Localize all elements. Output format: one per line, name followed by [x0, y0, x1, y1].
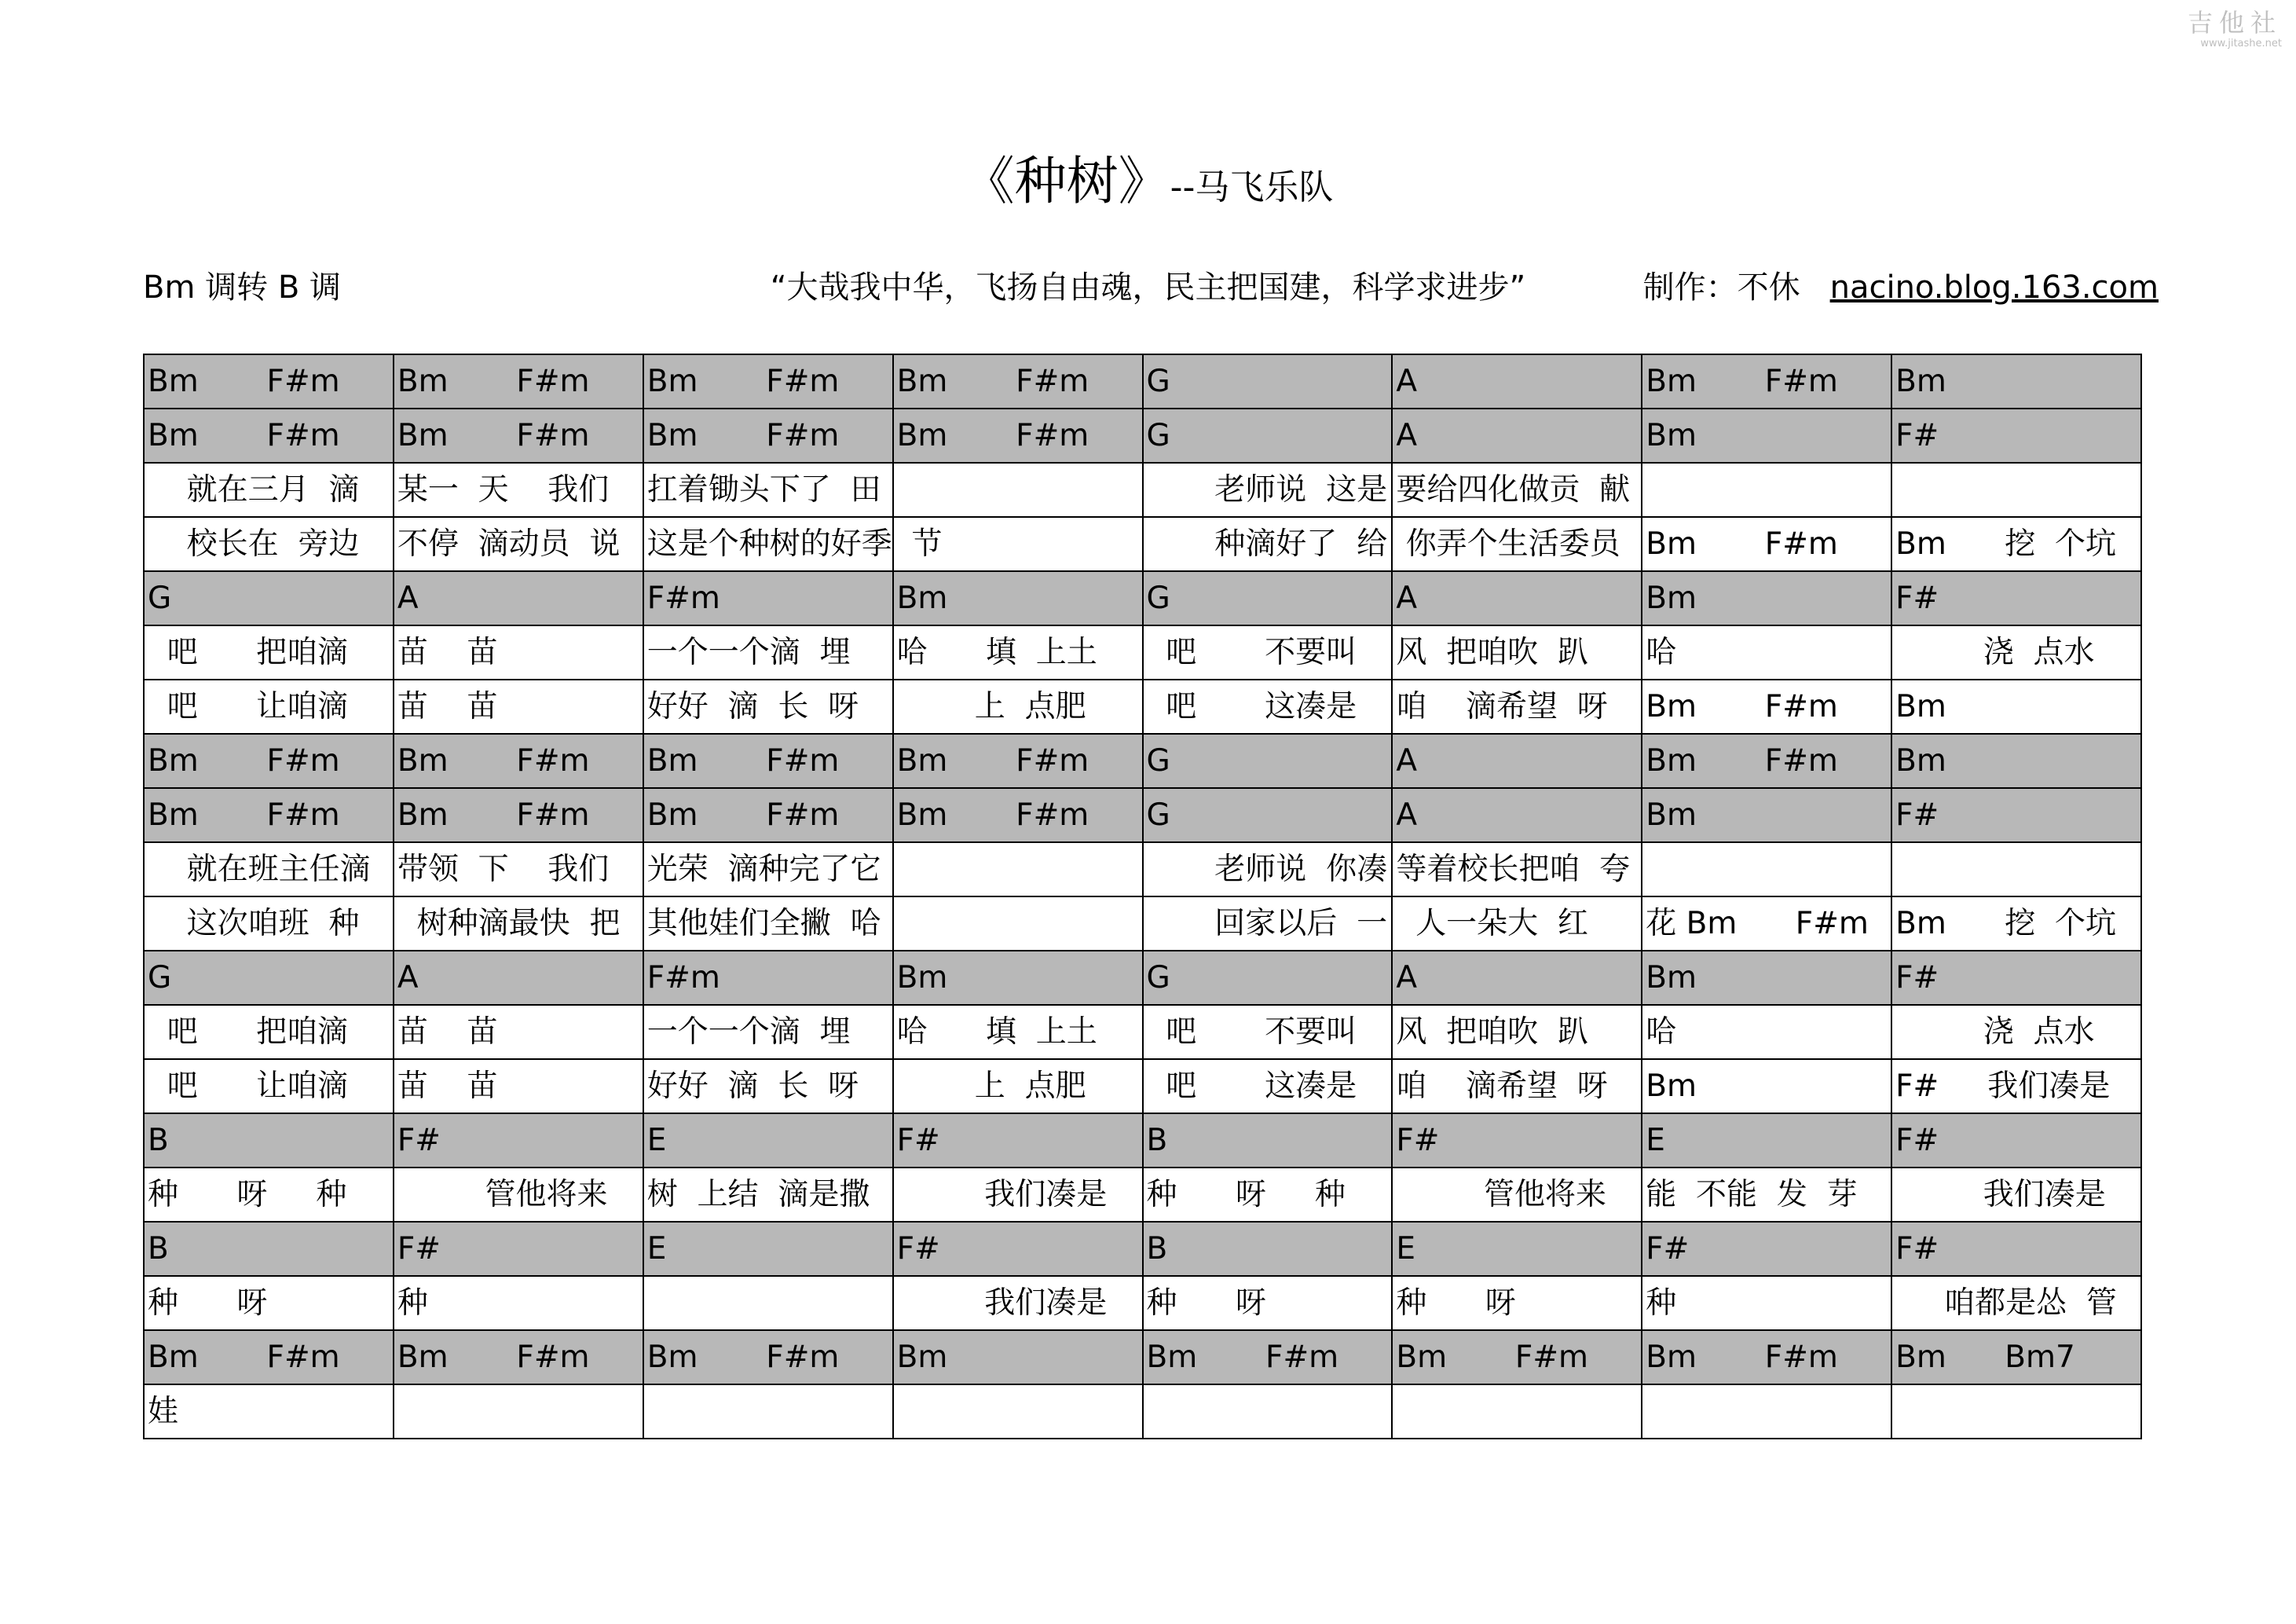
lyric-cell: 管他将来 — [394, 1168, 643, 1222]
lyric-cell: 吧 不要叫 — [1143, 625, 1393, 680]
chord-cell: Bm F#m — [643, 354, 893, 409]
key-change-note: Bm 调转 B 调 — [143, 269, 341, 306]
chord-cell: Bm F#m — [394, 1330, 643, 1384]
lyric-cell — [1143, 1384, 1393, 1439]
chord-cell: F# — [1392, 1113, 1642, 1168]
lyric-row — [144, 463, 2141, 517]
lyric-cell: 要给四化做贡 献 — [1392, 463, 1642, 517]
watermark — [2188, 8, 2282, 50]
chord-cell: B — [1143, 1113, 1393, 1168]
chord-cell: F# — [893, 1222, 1143, 1276]
chord-cell: G — [144, 571, 394, 625]
lyric-cell: 种 呀 种 — [144, 1168, 394, 1222]
lyric-cell: 人一朵大 红 — [1392, 896, 1642, 951]
chord-cell: F# — [1891, 571, 2141, 625]
lyric-cell: 我们凑是 — [893, 1276, 1143, 1330]
chord-cell: F# — [1891, 788, 2141, 842]
chord-chart-body — [144, 354, 2141, 1439]
lyric-cell: 光荣 滴种完了它 — [643, 842, 893, 896]
chord-cell: F# — [893, 1113, 1143, 1168]
lyric-cell: 能 不能 发 芽 — [1642, 1168, 1891, 1222]
author-label: 制作：不休 — [1642, 269, 1800, 306]
lyric-cell: 吧 把咱滴 — [144, 625, 394, 680]
lyric-cell: 树 上结 滴是撒 — [643, 1168, 893, 1222]
chord-cell: Bm — [1642, 571, 1891, 625]
chord-cell: Bm F#m — [144, 409, 394, 463]
chord-row — [144, 409, 2141, 463]
lyric-cell: 好好 滴 长 呀 — [643, 680, 893, 734]
chord-cell: G — [1143, 571, 1393, 625]
lyric-cell: 扛着锄头下了 田 — [643, 463, 893, 517]
chord-cell: Bm F#m — [394, 734, 643, 788]
chord-cell: Bm Bm7 — [1891, 1330, 2141, 1384]
chord-cell: B — [144, 1113, 394, 1168]
lyric-row — [144, 1276, 2141, 1330]
lyric-cell — [1891, 463, 2141, 517]
lyric-cell — [643, 1384, 893, 1439]
chord-cell: Bm F#m — [893, 409, 1143, 463]
chord-cell: Bm — [1642, 409, 1891, 463]
lyric-cell: 哈 填 上土 — [893, 625, 1143, 680]
chord-cell: Bm F#m — [643, 734, 893, 788]
chord-cell: F# — [394, 1222, 643, 1276]
lyric-row — [144, 1005, 2141, 1059]
lyric-cell: 苗 苗 — [394, 625, 643, 680]
lyric-cell — [1891, 1384, 2141, 1439]
lyric-row — [144, 896, 2141, 951]
lyric-cell: Bm — [1642, 1059, 1891, 1113]
chord-cell: Bm F#m — [394, 788, 643, 842]
chord-cell: A — [1392, 734, 1642, 788]
lyric-cell: 一个一个滴 埋 — [643, 1005, 893, 1059]
lyric-cell: 吧 让咱滴 — [144, 680, 394, 734]
chord-cell: Bm F#m — [394, 409, 643, 463]
lyric-row — [144, 842, 2141, 896]
chord-row — [144, 951, 2141, 1005]
chord-cell: E — [1642, 1113, 1891, 1168]
chord-cell: A — [394, 571, 643, 625]
lyric-cell — [1891, 842, 2141, 896]
lyric-cell: 不停 滴动员 说 — [394, 517, 643, 571]
chord-cell: B — [144, 1222, 394, 1276]
chord-cell: Bm — [1891, 354, 2141, 409]
lyric-cell — [1642, 1384, 1891, 1439]
lyric-cell: 风 把咱吹 趴 — [1392, 625, 1642, 680]
lyric-cell: 上 点肥 — [893, 1059, 1143, 1113]
chord-cell: Bm F#m — [643, 788, 893, 842]
lyric-cell — [643, 1276, 893, 1330]
chord-cell: Bm — [1642, 951, 1891, 1005]
chord-row — [144, 571, 2141, 625]
lyric-cell: 你弄个生活委员 — [1392, 517, 1642, 571]
chord-cell: F#m — [643, 951, 893, 1005]
lyric-cell: 树种滴最快 把 — [394, 896, 643, 951]
chord-cell: Bm F#m — [394, 354, 643, 409]
chord-cell: G — [144, 951, 394, 1005]
lyric-cell: 浇 点水 — [1891, 1005, 2141, 1059]
lyric-cell: 哈 — [1642, 625, 1891, 680]
chord-cell: Bm F#m — [893, 354, 1143, 409]
lyric-cell: 这次咱班 种 — [144, 896, 394, 951]
chord-cell: F# — [1891, 1222, 2141, 1276]
chord-cell: Bm F#m — [1642, 1330, 1891, 1384]
lyric-cell: Bm 挖 个坑 — [1891, 896, 2141, 951]
chord-cell: F# — [1891, 409, 2141, 463]
chord-cell: Bm F#m — [1143, 1330, 1393, 1384]
lyric-cell: 一个一个滴 埋 — [643, 625, 893, 680]
lyric-cell: 浇 点水 — [1891, 625, 2141, 680]
chord-cell: Bm — [893, 1330, 1143, 1384]
chord-cell: Bm F#m — [893, 734, 1143, 788]
lyric-cell: 就在三月 滴 — [144, 463, 394, 517]
lyric-row — [144, 1384, 2141, 1439]
lyric-cell: 我们凑是 — [893, 1168, 1143, 1222]
chord-chart-table — [143, 354, 2142, 1439]
lyric-row — [144, 517, 2141, 571]
lyric-row — [144, 625, 2141, 680]
watermark-url: www.jitashe.net — [2200, 38, 2282, 49]
chord-cell: G — [1143, 409, 1393, 463]
chord-cell: E — [643, 1222, 893, 1276]
lyric-cell: 种 呀 — [1143, 1276, 1393, 1330]
author-blog-link[interactable]: nacino.blog.163.com — [1829, 269, 2159, 306]
motto-quote: “大哉我中华，飞扬自由魂，民主把国建，科学求进步” — [770, 269, 1526, 306]
lyric-cell: 我们凑是 — [1891, 1168, 2141, 1222]
lyric-cell: Bm 挖 个坑 — [1891, 517, 2141, 571]
lyric-cell — [394, 1384, 643, 1439]
lyric-cell: 哈 填 上土 — [893, 1005, 1143, 1059]
chord-cell: E — [643, 1113, 893, 1168]
chord-row — [144, 354, 2141, 409]
lyric-cell — [893, 1384, 1143, 1439]
lyric-cell — [1642, 842, 1891, 896]
lyric-cell: 吧 这凑是 — [1143, 680, 1393, 734]
lyric-cell: 哈 — [1642, 1005, 1891, 1059]
lyric-cell: 这是个种树的好季 节 — [643, 517, 893, 571]
chord-cell: Bm F#m — [1392, 1330, 1642, 1384]
lyric-cell: 回家以后 一 — [1143, 896, 1393, 951]
band-name: --马飞乐队 — [1170, 167, 1334, 207]
lyric-cell: 种 呀 种 — [1143, 1168, 1393, 1222]
chord-row — [144, 734, 2141, 788]
lyric-cell: Bm F#m — [1642, 517, 1891, 571]
lyric-cell: 娃 — [144, 1384, 394, 1439]
chord-cell: A — [1392, 951, 1642, 1005]
chord-cell: B — [1143, 1222, 1393, 1276]
chord-row — [144, 1113, 2141, 1168]
chord-cell: A — [1392, 409, 1642, 463]
chord-cell: F# — [1891, 951, 2141, 1005]
lyric-cell: 种 — [394, 1276, 643, 1330]
chord-cell: Bm F#m — [643, 409, 893, 463]
lyric-row — [144, 680, 2141, 734]
lyric-cell: 种 呀 — [144, 1276, 394, 1330]
lyric-cell — [893, 896, 1143, 951]
song-title — [0, 146, 2296, 223]
lyric-cell: 吧 把咱滴 — [144, 1005, 394, 1059]
lyric-cell: 苗 苗 — [394, 680, 643, 734]
watermark-logo-text: 吉他社 — [2187, 8, 2282, 38]
lyric-cell: 种 呀 — [1392, 1276, 1642, 1330]
author-credit — [1643, 264, 2159, 311]
lyric-cell: 好好 滴 长 呀 — [643, 1059, 893, 1113]
lyric-cell: 咱 滴希望 呀 — [1392, 1059, 1642, 1113]
chord-row — [144, 1330, 2141, 1384]
lyric-row — [144, 1168, 2141, 1222]
lyric-cell: 花 Bm F#m — [1642, 896, 1891, 951]
chord-cell: Bm F#m — [643, 1330, 893, 1384]
lyric-cell — [893, 463, 1143, 517]
lyric-cell: 等着校长把咱 夸 — [1392, 842, 1642, 896]
chord-cell: F# — [1891, 1113, 2141, 1168]
chord-cell: G — [1143, 354, 1393, 409]
chord-cell: A — [1392, 354, 1642, 409]
song-title-main: 《种树》 — [962, 151, 1170, 211]
lyric-cell: Bm — [1891, 680, 2141, 734]
chord-cell: A — [1392, 788, 1642, 842]
lyric-cell: F# 我们凑是 — [1891, 1059, 2141, 1113]
chord-cell: A — [1392, 571, 1642, 625]
lyric-cell: 老师说 这是 — [1143, 463, 1393, 517]
chord-cell: F#m — [643, 571, 893, 625]
chord-cell: Bm F#m — [144, 788, 394, 842]
chord-cell: Bm F#m — [1642, 354, 1891, 409]
chord-cell: A — [394, 951, 643, 1005]
lyric-cell: 种 — [1642, 1276, 1891, 1330]
chord-cell: E — [1392, 1222, 1642, 1276]
lyric-cell: 咱都是怂 管 — [1891, 1276, 2141, 1330]
lyric-cell: 吧 不要叫 — [1143, 1005, 1393, 1059]
chord-cell: Bm F#m — [144, 734, 394, 788]
lyric-row — [144, 1059, 2141, 1113]
chord-cell: Bm — [893, 571, 1143, 625]
lyric-cell — [1642, 463, 1891, 517]
lyric-cell: 苗 苗 — [394, 1005, 643, 1059]
lyric-cell: Bm F#m — [1642, 680, 1891, 734]
lyric-cell: 吧 让咱滴 — [144, 1059, 394, 1113]
lyric-cell: 苗 苗 — [394, 1059, 643, 1113]
chord-cell: F# — [394, 1113, 643, 1168]
chord-cell: Bm — [893, 951, 1143, 1005]
chord-cell: G — [1143, 734, 1393, 788]
chord-cell: Bm F#m — [1642, 734, 1891, 788]
chord-cell: Bm F#m — [144, 1330, 394, 1384]
lyric-cell: 某一 天 我们 — [394, 463, 643, 517]
chord-row — [144, 1222, 2141, 1276]
chord-cell: Bm F#m — [144, 354, 394, 409]
lyric-cell: 带领 下 我们 — [394, 842, 643, 896]
chord-cell: F# — [1642, 1222, 1891, 1276]
chord-cell: Bm — [1642, 788, 1891, 842]
lyric-cell: 吧 这凑是 — [1143, 1059, 1393, 1113]
chord-row — [144, 788, 2141, 842]
chord-cell: Bm — [1891, 734, 2141, 788]
lyric-cell: 老师说 你凑 — [1143, 842, 1393, 896]
chord-cell: G — [1143, 951, 1393, 1005]
chord-cell: G — [1143, 788, 1393, 842]
lyric-cell: 就在班主任滴 — [144, 842, 394, 896]
lyric-cell: 风 把咱吹 趴 — [1392, 1005, 1642, 1059]
lyric-cell: 上 点肥 — [893, 680, 1143, 734]
lyric-cell — [893, 842, 1143, 896]
lyric-cell: 校长在 旁边 — [144, 517, 394, 571]
lyric-cell — [1392, 1384, 1642, 1439]
lyric-cell: 其他娃们全撇 哈 — [643, 896, 893, 951]
lyric-cell: 种滴好了 给 — [1143, 517, 1393, 571]
chord-cell: Bm F#m — [893, 788, 1143, 842]
lyric-cell: 咱 滴希望 呀 — [1392, 680, 1642, 734]
lyric-cell: 管他将来 — [1392, 1168, 1642, 1222]
